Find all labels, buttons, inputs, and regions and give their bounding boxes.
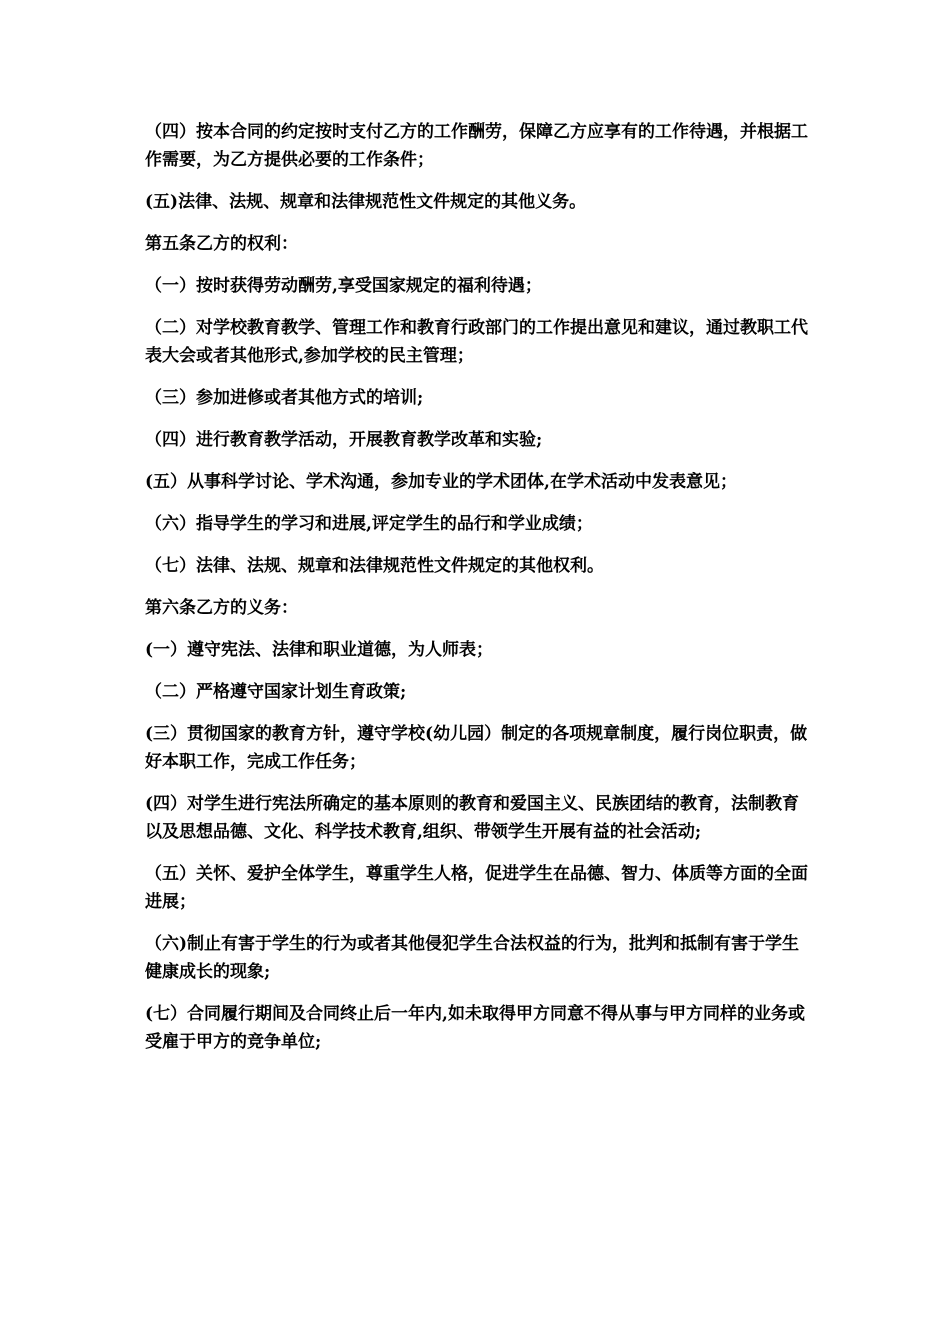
clause-5-other-obligations: (五)法律、法规、规章和法律规范性文件规定的其他义务。	[145, 192, 587, 212]
right-7: （七）法律、法规、规章和法律规范性文件规定的其他权利。	[145, 556, 604, 576]
article-6-heading: 第六条乙方的义务：	[145, 598, 298, 618]
clause-4-payment: （四）按本合同的约定按时支付乙方的工作酬劳，保障乙方应享有的工作待遇，并根据工作需要，为乙方提供必要的工作条件；	[145, 122, 808, 170]
duty-6: （六)制止有害于学生的行为或者其他侵犯学生合法权益的行为，批判和抵制有害于学生健康成长的现象;	[145, 934, 800, 982]
document-body	[145, 118, 810, 1070]
right-2: （二）对学校教育教学、管理工作和教育行政部门的工作提出意见和建议，通过教职工代表大会或者其他形式,参加学校的民主管理；	[145, 318, 808, 366]
duty-3: (三）贯彻国家的教育方针，遵守学校(幼儿园）制定的各项规章制度，履行岗位职责，做好本职工作，完成工作任务；	[145, 724, 808, 772]
right-4: （四）进行教育教学活动，开展教育教学改革和实验;	[145, 430, 543, 450]
right-3: （三）参加进修或者其他方式的培训;	[145, 388, 424, 408]
right-1: （一）按时获得劳动酬劳,享受国家规定的福利待遇；	[145, 276, 542, 296]
duty-7: (七）合同履行期间及合同终止后一年内,如未取得甲方同意不得从事与甲方同样的业务或受雇于甲方的竞争单位;	[145, 1004, 805, 1052]
duty-5: （五）关怀、爱护全体学生，尊重学生人格，促进学生在品德、智力、体质等方面的全面进展；	[145, 864, 808, 912]
right-6: （六）指导学生的学习和进展,评定学生的品行和学业成绩；	[145, 514, 593, 534]
article-5-heading: 第五条乙方的权利：	[145, 234, 298, 254]
duty-2: （二）严格遵守国家计划生育政策;	[145, 682, 407, 702]
duty-4: (四）对学生进行宪法所确定的基本原则的教育和爱国主义、民族团结的教育，法制教育以及思想品德、文化、科学技术教育,组织、带领学生开展有益的社会活动;	[145, 794, 800, 842]
duty-1: (一）遵守宪法、法律和职业道德，为人师表；	[145, 640, 494, 660]
right-5: (五）从事科学讨论、学术沟通，参加专业的学术团体,在学术活动中发表意见；	[145, 472, 737, 492]
